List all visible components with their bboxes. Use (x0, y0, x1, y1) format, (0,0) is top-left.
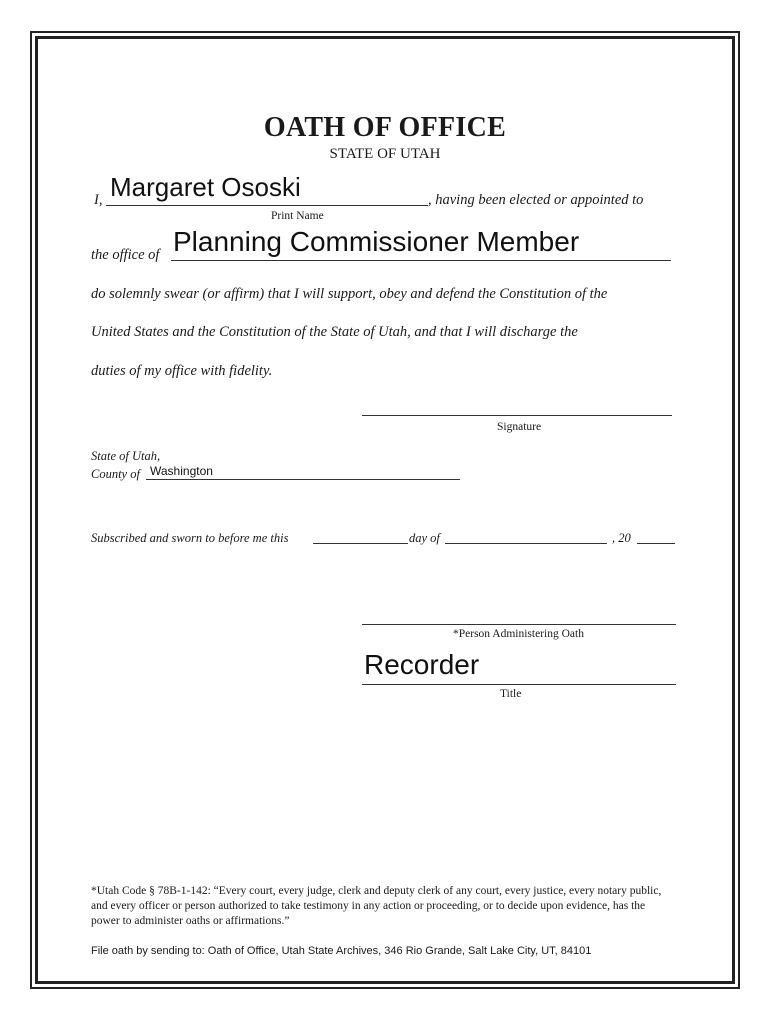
county-prefix: County of (91, 467, 140, 481)
print-name-label: Print Name (271, 210, 324, 222)
filing-instructions: File oath by sending to: Oath of Office, Utah State Archives, 346 Rio Grande, Salt Lake City, UT, 84101 (91, 945, 592, 957)
document-subtitle: STATE OF UTAH (329, 146, 441, 162)
name-underline (106, 205, 428, 206)
title-underline (362, 684, 676, 685)
office-underline (171, 260, 671, 261)
administrator-label: *Person Administering Oath (453, 628, 584, 640)
oath-body-line-3: duties of my office with fidelity. (91, 363, 273, 379)
administrator-signature-line[interactable] (362, 624, 676, 625)
oath-body-line-2: United States and the Constitution of the State of Utah, and that I will discharge the (91, 324, 578, 340)
signature-label: Signature (497, 421, 542, 433)
name-field[interactable]: Margaret Ososki (110, 172, 301, 202)
county-field[interactable]: Washington (150, 464, 213, 478)
year-underline[interactable] (637, 543, 675, 544)
title-label: Title (500, 688, 522, 700)
state-line: State of Utah, (91, 449, 161, 463)
day-underline[interactable] (313, 543, 408, 544)
county-underline (146, 479, 460, 480)
day-of-text: day of (409, 531, 440, 545)
title-field[interactable]: Recorder (364, 649, 480, 680)
appointment-text: , having been elected or appointed to (428, 192, 644, 208)
year-prefix: , 20 (612, 531, 631, 545)
document-title: OATH OF OFFICE (263, 112, 507, 143)
utah-code-footnote: *Utah Code § 78B-1-142: “Every court, every judge, clerk and deputy clerk of any court, every justice, every notary public, and every officer or person authorized to take testimony in any action or proceeding, or to decide upon evidence, has the power to administer oaths or affirmations.” (91, 885, 662, 927)
sworn-text: Subscribed and sworn to before me this (91, 531, 289, 545)
office-field[interactable]: Planning Commissioner Member (173, 226, 580, 257)
i-prefix: I, (94, 192, 103, 208)
month-underline[interactable] (445, 543, 607, 544)
office-prefix: the office of (91, 247, 160, 263)
signature-line[interactable] (362, 415, 672, 416)
oath-body-line-1: do solemnly swear (or affirm) that I will support, obey and defend the Constitution of the (91, 286, 608, 302)
